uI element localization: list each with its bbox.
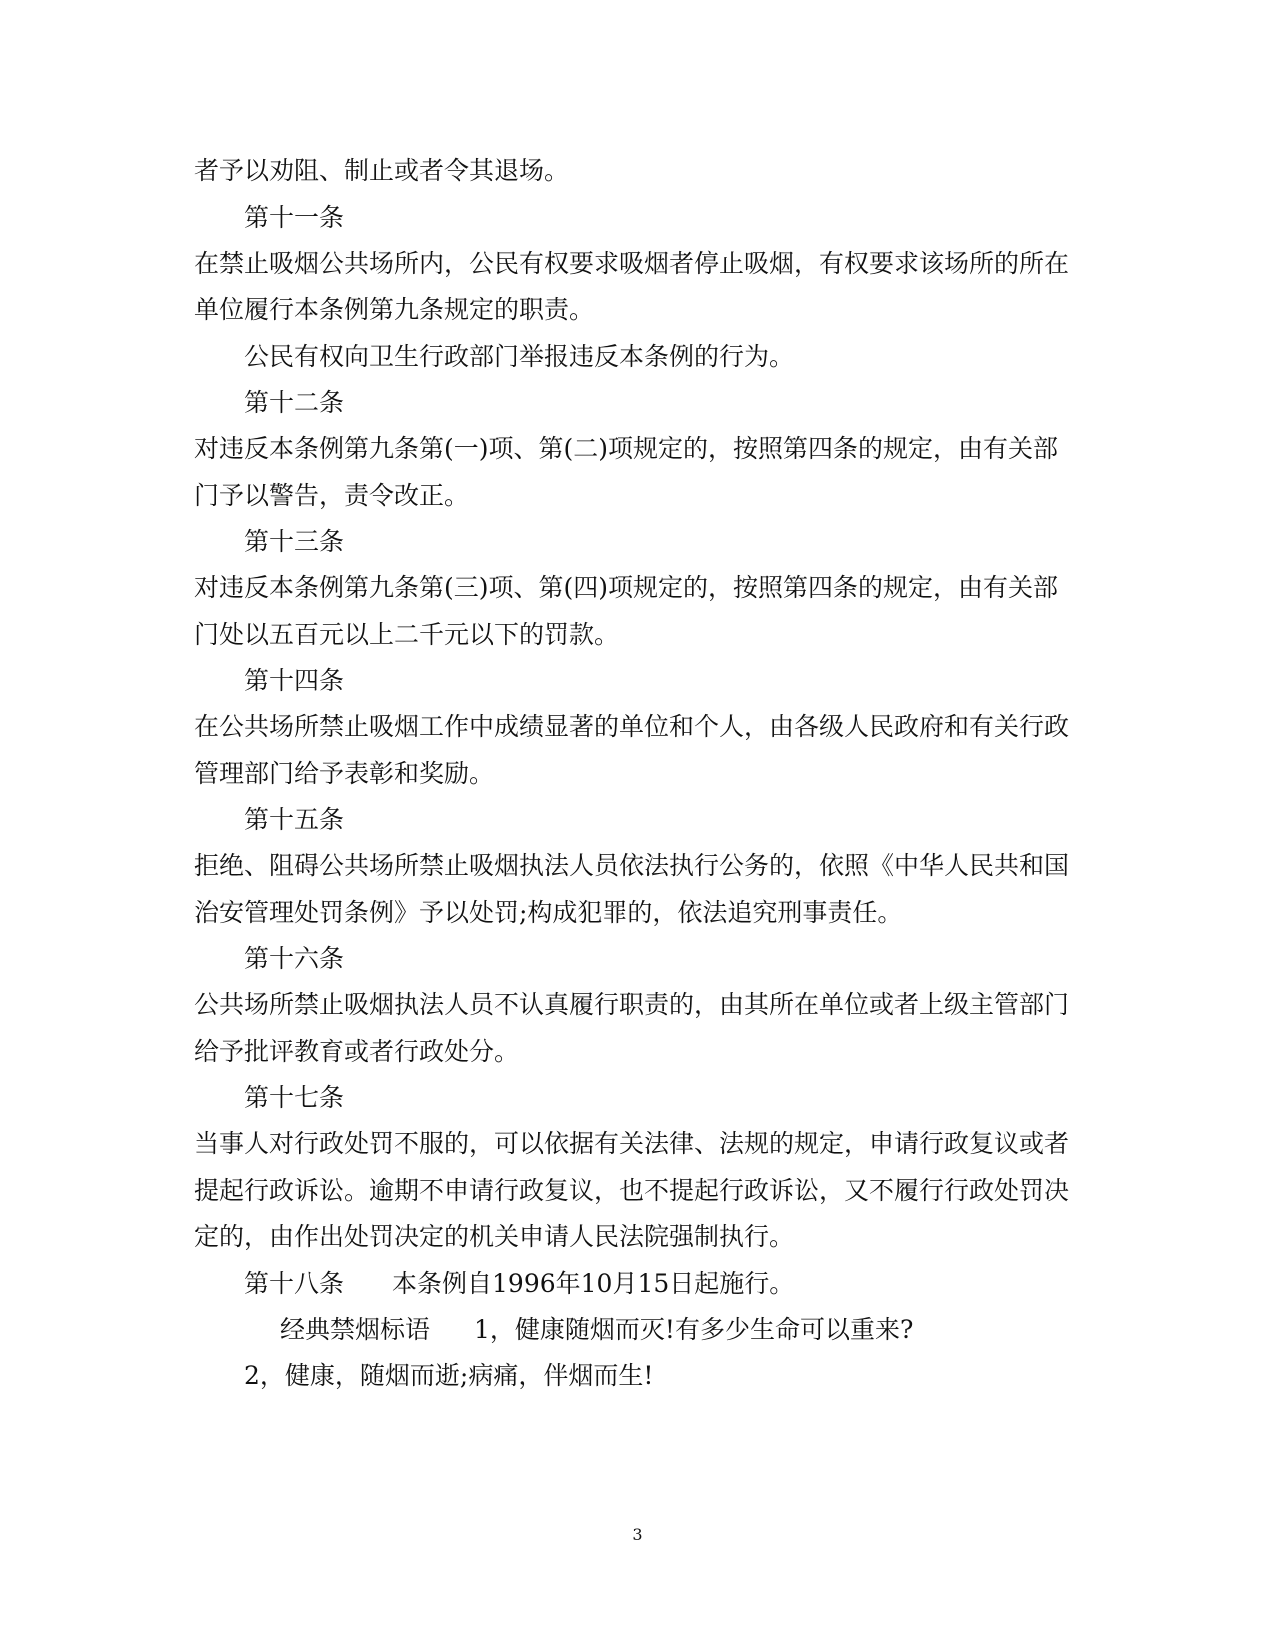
article-heading: 第十五条 [244,805,345,834]
text-line: 在禁止吸烟公共场所内，公民有权要求吸烟者停止吸烟，有权要求该场所的所在 [194,249,1070,278]
text-line: 提起行政诉讼。逾期不申请行政复议，也不提起行政诉讼，又不履行行政处罚决 [194,1176,1070,1205]
text-line: 单位履行本条例第九条规定的职责。 [194,295,595,324]
article-heading: 第十一条 [244,203,345,232]
slogan-line [280,1313,1170,1347]
slogan-heading: 经典禁烟标语 [280,1315,431,1344]
text-line: 定的，由作出处罚决定的机关申请人民法院强制执行。 [194,1222,795,1251]
text-line: 门处以五百元以上二千元以下的罚款。 [194,620,620,649]
page-number: 3 [632,1525,643,1544]
slogan-item-1: 1，健康随烟而灭!有多少生命可以重来? [474,1315,914,1344]
text-line: 公民有权向卫生行政部门举报违反本条例的行为。 [244,342,795,371]
text-line: 在公共场所禁止吸烟工作中成绩显著的单位和个人，由各级人民政府和有关行政 [194,712,1070,741]
article-heading: 第十三条 [244,527,345,556]
slogan-item-2: 2，健康，随烟而逝;病痛，伴烟而生! [244,1361,654,1390]
text-line: 门予以警告，责令改正。 [194,481,470,510]
text-line: 者予以劝阻、制止或者令其退场。 [194,156,570,185]
text-line: 给予批评教育或者行政处分。 [194,1037,520,1066]
article-heading: 第十七条 [244,1083,345,1112]
article-heading: 第十二条 [244,388,345,417]
text-line: 对违反本条例第九条第(一)项、第(二)项规定的，按照第四条的规定，由有关部 [194,434,1059,463]
text-line: 公共场所禁止吸烟执法人员不认真履行职责的，由其所在单位或者上级主管部门 [194,990,1070,1019]
article-heading: 第十四条 [244,666,345,695]
text-line: 管理部门给予表彰和奖励。 [194,759,495,788]
text-line: 当事人对行政处罚不服的，可以依据有关法律、法规的规定，申请行政复议或者 [194,1129,1070,1158]
article-18-line [244,1267,1134,1301]
article-18-text: 本条例自1996年10月15日起施行。 [392,1269,795,1298]
article-heading: 第十六条 [244,944,345,973]
text-line: 治安管理处罚条例》予以处罚;构成犯罪的，依法追究刑事责任。 [194,898,903,927]
text-line: 拒绝、阻碍公共场所禁止吸烟执法人员依法执行公务的，依照《中华人民共和国 [194,851,1070,880]
text-line: 对违反本条例第九条第(三)项、第(四)项规定的，按照第四条的规定，由有关部 [194,573,1059,602]
article-18-title: 第十八条 [244,1269,345,1298]
